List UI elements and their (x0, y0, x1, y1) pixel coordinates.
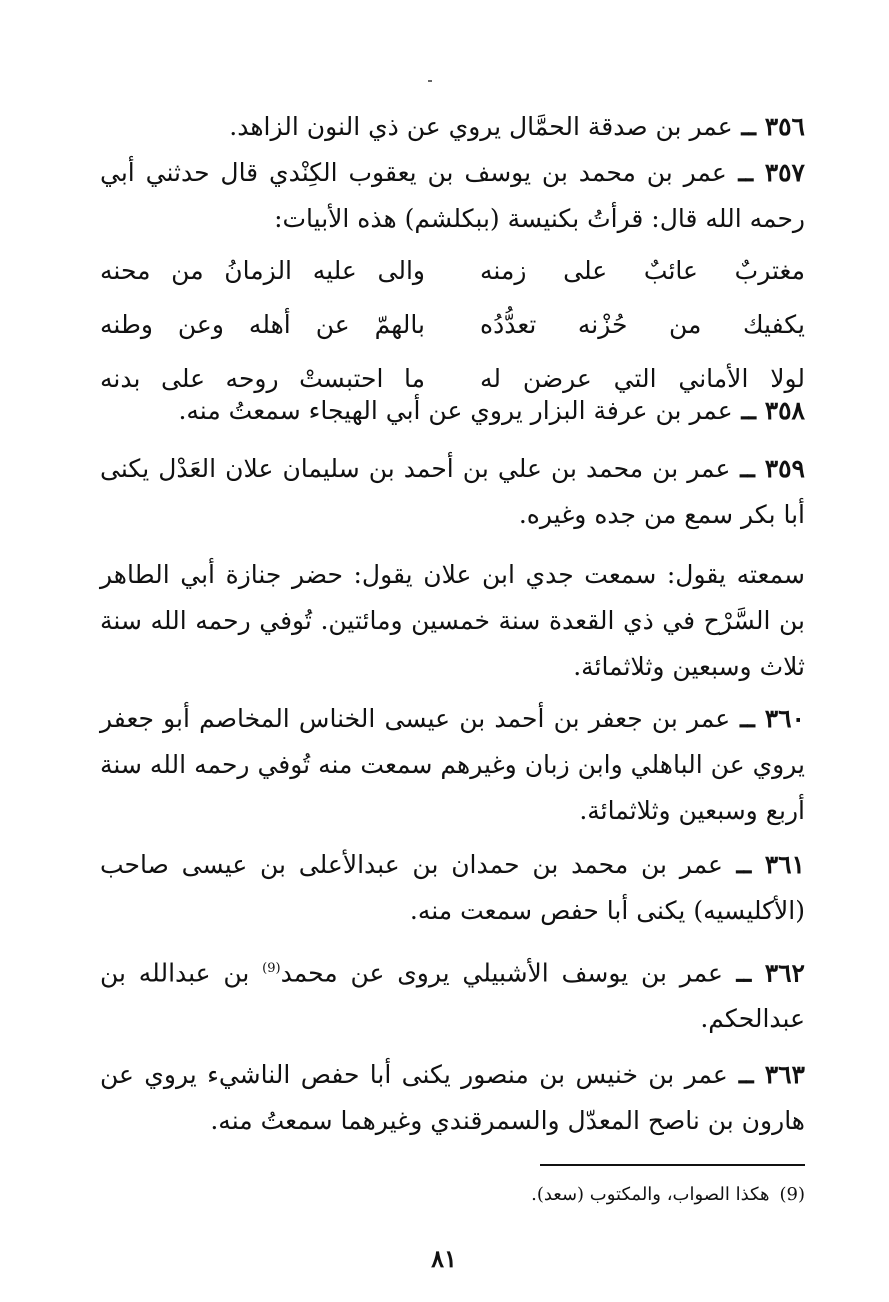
footnote-mark: (9) (779, 1184, 805, 1205)
entry-number: ٣٦١ (764, 850, 805, 879)
verse-second-half: ما احتبستْ روحه على بدنه (100, 364, 425, 393)
verse-first-half: مغتربٌ عائبٌ على زمنه (480, 256, 805, 285)
verse-second-half: بالهمّ عن أهله وعن وطنه (100, 310, 425, 339)
print-speck (428, 80, 432, 82)
poem-verses (100, 244, 805, 406)
entry-text: عمر بن محمد بن حمدان بن عبدالأعلى بن عيسى صاحب (الأكليسيه) يكنى أبا حفص سمعت منه. (100, 850, 805, 925)
verse-line (100, 244, 805, 298)
page-number: ٨١ (431, 1244, 457, 1273)
entry-number: ٣٥٨ (764, 396, 805, 425)
entry-number: ٣٦٣ (764, 1060, 805, 1089)
entry-359: ٣٥٩ ــ عمر بن محمد بن علي بن أحمد بن سليمان علان العَدْل يكنى أبا بكر سمع من جده وغيره. (100, 454, 805, 529)
entry-text: عمر بن عرفة البزار يروي عن أبي الهيجاء سمعتُ منه. (178, 396, 733, 425)
footnote-divider (540, 1164, 805, 1166)
entry-text: عمر بن يوسف الأشبيلي يروى عن محمد (280, 958, 723, 988)
entry-number: ٣٥٧ (764, 158, 805, 187)
footnote (400, 1180, 805, 1210)
entry-number: ٣٦٢ (764, 958, 805, 988)
entry-text: سمعته يقول: سمعت جدي ابن علان يقول: حضر جنازة أبي الطاهر بن السَّرْح في ذي القعدة سنة خمسين ومائتين. تُوفي رحمه الله سنة ثلاث وسبعين وثلاثمائة. (100, 560, 805, 681)
verse-first-half: يكفيك من حُزْنه تعدُّدُه (480, 310, 805, 339)
entry-number: ٣٦٠ (764, 704, 805, 733)
entry-text: بن عبدالله بن عبدالحكم. (100, 958, 805, 1034)
entry-359-continuation (100, 552, 805, 690)
entry-text: عمر بن محمد بن يوسف بن يعقوب الكِنْدي قال حدثني أبي رحمه الله قال: قرأتُ بكنيسة (ببكلشم) هذه الأبيات: (100, 158, 805, 233)
footnote-reference: (9) (262, 961, 281, 976)
entry-text: عمر بن صدقة الحمَّال يروي عن ذي النون الزاهد. (229, 112, 733, 141)
verse-first-half: لولا الأماني التي عرضن له (480, 364, 805, 393)
entry-362: ٣٦٢ ــ عمر بن يوسف الأشبيلي يروى عن محمد$^{(9)}$ بن عبدالله بن عبدالحكم. (100, 958, 805, 1034)
entry-357: ٣٥٧ ــ عمر بن محمد بن يوسف بن يعقوب الكِنْدي قال حدثني أبي رحمه الله قال: قرأتُ بكنيسة (ببكلشم) هذه الأبيات: (100, 158, 805, 233)
footnote-text: هكذا الصواب، والمكتوب (سعد). (531, 1184, 770, 1205)
entry-363: ٣٦٣ ــ عمر بن خنيس بن منصور يكنى أبا حفص الناشيء يروي عن هارون بن ناصح المعدّل والسمرقندي وغيرهما سمعتُ منه. (100, 1060, 805, 1135)
entry-358: ٣٥٨ ــ عمر بن عرفة البزار يروي عن أبي الهيجاء سمعتُ منه. (178, 396, 805, 425)
entry-text: عمر بن محمد بن علي بن أحمد بن سليمان علان العَدْل يكنى أبا بكر سمع من جده وغيره. (100, 454, 805, 529)
verse-line (100, 298, 805, 352)
entry-number: ٣٥٦ (764, 112, 805, 141)
entry-text: عمر بن جعفر بن أحمد بن عيسى الخناس المخاصم أبو جعفر يروي عن الباهلي وابن زبان وغيرهم سمعت منه تُوفي رحمه الله سنة أربع وسبعين وثلاثمائة. (100, 704, 805, 825)
entry-360: ٣٦٠ ــ عمر بن جعفر بن أحمد بن عيسى الخناس المخاصم أبو جعفر يروي عن الباهلي وابن زبان وغيرهم سمعت منه تُوفي رحمه الله سنة أربع وسبعين وثلاثمائة. (100, 704, 805, 825)
entry-361: ٣٦١ ــ عمر بن محمد بن حمدان بن عبدالأعلى بن عيسى صاحب (الأكليسيه) يكنى أبا حفص سمعت منه. (100, 850, 805, 925)
entry-356: ٣٥٦ ــ عمر بن صدقة الحمَّال يروي عن ذي النون الزاهد. (229, 112, 805, 141)
verse-second-half: والى عليه الزمانُ من محنه (100, 256, 425, 285)
entry-number: ٣٥٩ (764, 454, 805, 483)
entry-text: عمر بن خنيس بن منصور يكنى أبا حفص الناشيء يروي عن هارون بن ناصح المعدّل والسمرقندي وغيرهما سمعتُ منه. (100, 1060, 805, 1135)
